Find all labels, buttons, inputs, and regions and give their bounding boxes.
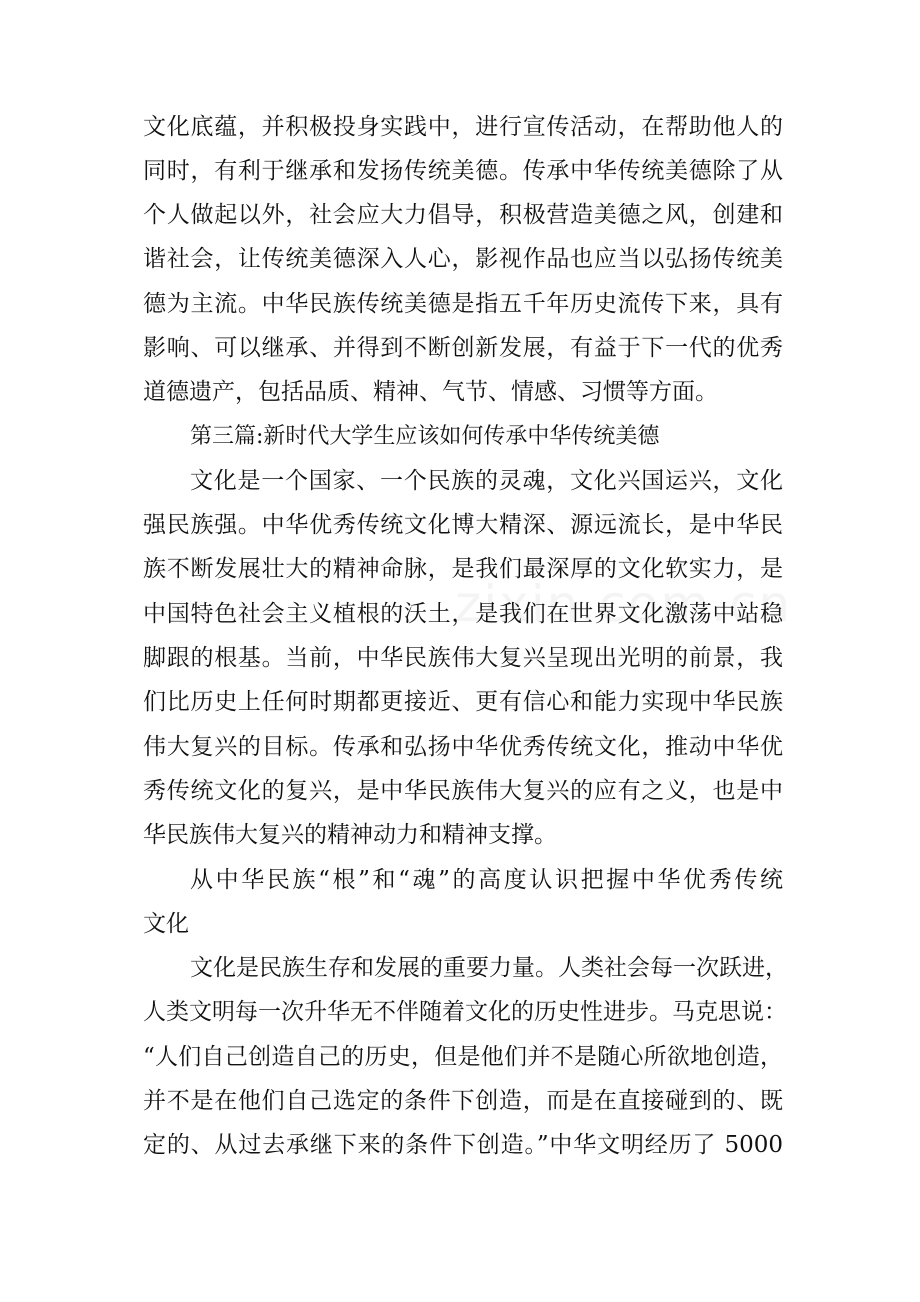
text-line: 同时，有利于继承和发扬传统美德。传承中华传统美德除了从 <box>143 158 783 184</box>
text-line: 们比历史上任何时期都更接近、更有信心和能力实现中华民族 <box>143 689 783 715</box>
text-line: 伟大复兴的目标。传承和弘扬中华优秀传统文化，推动中华优 <box>143 734 783 760</box>
text-line: “人们自己创造自己的历史，但是他们并不是随心所欲地创造， <box>143 1044 783 1070</box>
text-line: 秀传统文化的复兴，是中华民族伟大复兴的应有之义，也是中 <box>143 778 783 804</box>
text-line: 华民族伟大复兴的精神动力和精神支撑。 <box>143 822 557 848</box>
section-heading: 第三篇:新时代大学生应该如何传承中华传统美德 <box>190 424 660 449</box>
text-line: 影响、可以继承、并得到不断创新发展，有益于下一代的优秀 <box>143 335 783 361</box>
text-line: 定的、从过去承继下来的条件下创造。”中华文明经历了 5000 <box>143 1132 783 1158</box>
text-line: 族不断发展壮大的精神命脉，是我们最深厚的文化软实力，是 <box>143 556 783 582</box>
text-line: 文化底蕴，并积极投身实践中，进行宣传活动，在帮助他人的 <box>143 114 783 140</box>
text-line: 道德遗产，包括品质、精神、气节、情感、习惯等方面。 <box>143 379 718 405</box>
text-line: 德为主流。中华民族传统美德是指五千年历史流传下来，具有 <box>143 291 783 317</box>
text-line: 强民族强。中华优秀传统文化博大精深、源远流长，是中华民 <box>143 512 783 538</box>
text-line: 文化是民族生存和发展的重要力量。人类社会每一次跃进， <box>190 955 788 981</box>
text-line: 脚跟的根基。当前，中华民族伟大复兴呈现出光明的前景，我 <box>143 645 783 671</box>
text-line: 文化是一个国家、一个民族的灵魂，文化兴国运兴，文化 <box>190 468 783 494</box>
text-line: 谐社会，让传统美德深入人心，影视作品也应当以弘扬传统美 <box>143 246 783 272</box>
subheading-line: 文化 <box>143 911 189 937</box>
text-line: 中国特色社会主义植根的沃土，是我们在世界文化激荡中站稳 <box>143 601 783 627</box>
text-line: 个人做起以外，社会应大力倡导，积极营造美德之风，创建和 <box>143 202 783 228</box>
text-line: 并不是在他们自己选定的条件下创造，而是在直接碰到的、既 <box>143 1088 783 1114</box>
text-line: 人类文明每一次升华无不伴随着文化的历史性进步。马克思说： <box>143 999 787 1025</box>
subheading-line: 从中华民族“根”和“魂”的高度认识把握中华优秀传统 <box>190 867 783 893</box>
